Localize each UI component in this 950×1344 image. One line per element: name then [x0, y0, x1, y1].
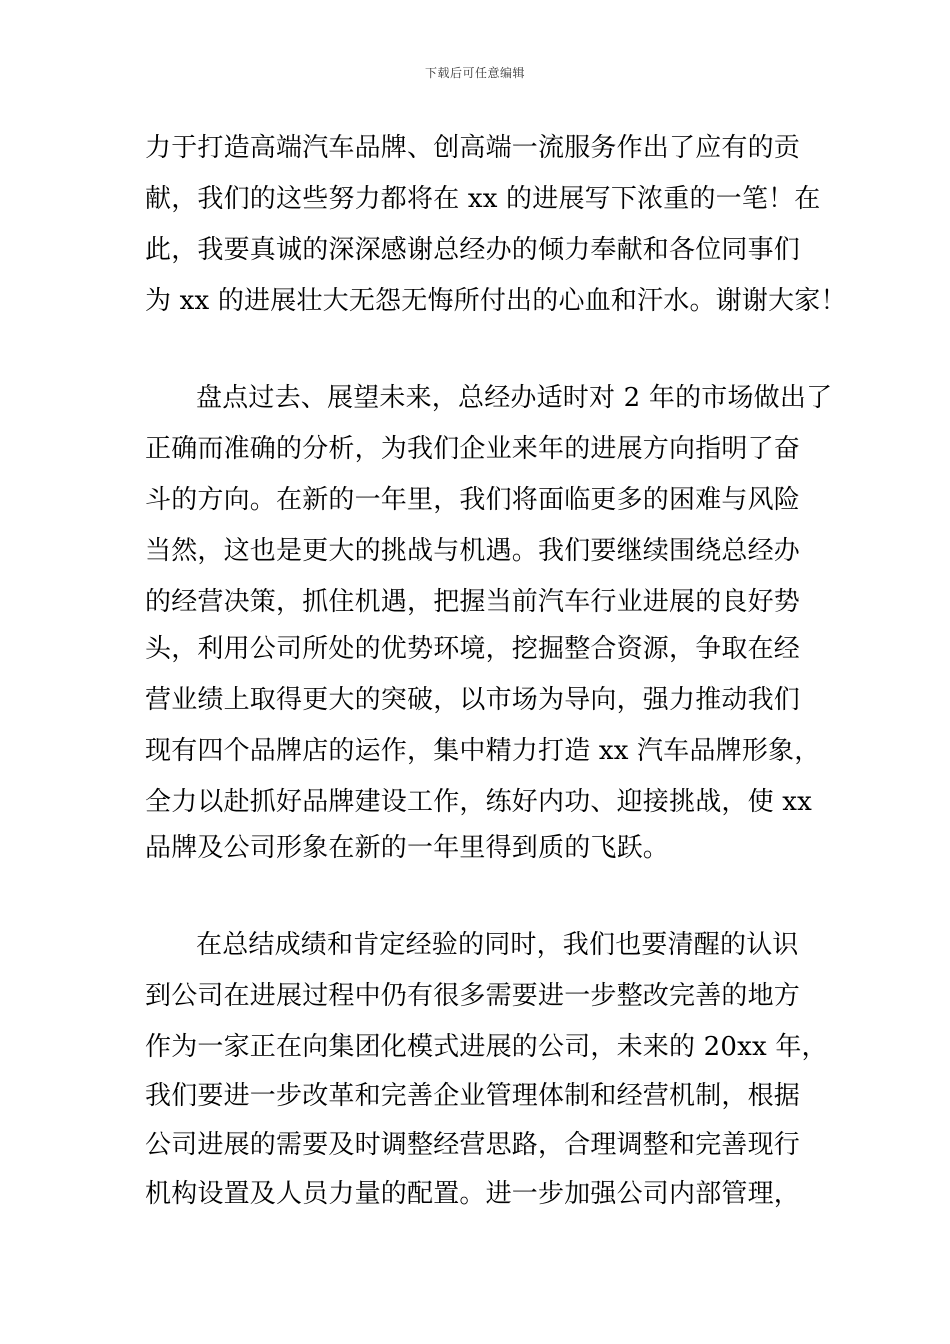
paragraph-2-line-5: 的经营决策，抓住机遇，把握当前汽车行业进展的良好势: [145, 587, 801, 617]
paragraph-2-line-6: 头，利用公司所处的优势环境，挖掘整合资源，争取在经: [145, 634, 801, 664]
paragraph-1-line-3: 此，我要真诚的深深感谢总经办的倾力奉献和各位同事们: [145, 235, 801, 265]
paragraph-1-line-1: 力于打造高端汽车品牌、创高端一流服务作出了应有的贡: [145, 133, 801, 163]
paragraph-2-line-4: 当然，这也是更大的挑战与机遇。我们要继续围绕总经办: [145, 536, 801, 566]
paragraph-3-line-3: 作为一家正在向集团化模式进展的公司，未来的 20xx 年，: [145, 1032, 828, 1062]
paragraph-2-line-1: 盘点过去、展望未来，总经办适时对 2 年的市场做出了: [196, 383, 833, 413]
paragraph-3-line-4: 我们要进一步改革和完善企业管理体制和经营机制，根据: [145, 1081, 801, 1111]
paragraph-3-line-5: 公司进展的需要及时调整经营思路，合理调整和完善现行: [145, 1130, 801, 1160]
paragraph-2-line-2: 正确而准确的分析，为我们企业来年的进展方向指明了奋: [145, 434, 801, 464]
paragraph-1-line-2: 献，我们的这些努力都将在 xx 的进展写下浓重的一笔！在: [145, 184, 821, 214]
paragraph-2-line-10: 品牌及公司形象在新的一年里得到质的飞跃。: [145, 833, 670, 863]
paragraph-3-line-6: 机构设置及人员力量的配置。进一步加强公司内部管理，: [145, 1179, 801, 1209]
paragraph-2-line-8: 现有四个品牌店的运作，集中精力打造 xx 汽车品牌形象，: [145, 736, 821, 766]
paragraph-2-line-7: 营业绩上取得更大的突破，以市场为导向，强力推动我们: [145, 685, 801, 715]
paragraph-3-line-1: 在总结成绩和肯定经验的同时，我们也要清醒的认识: [196, 930, 799, 960]
paragraph-2-line-9: 全力以赴抓好品牌建设工作，练好内功、迎接挑战，使 xx: [145, 787, 812, 817]
paragraph-1-line-4: 为 xx 的进展壮大无怨无悔所付出的心血和汗水。谢谢大家！: [145, 286, 847, 316]
paragraph-2-line-3: 斗的方向。在新的一年里，我们将面临更多的困难与风险: [145, 485, 801, 515]
paragraph-3-line-2: 到公司在进展过程中仍有很多需要进一步整改完善的地方: [145, 981, 801, 1011]
page-header: 下载后可任意编辑: [424, 66, 525, 80]
